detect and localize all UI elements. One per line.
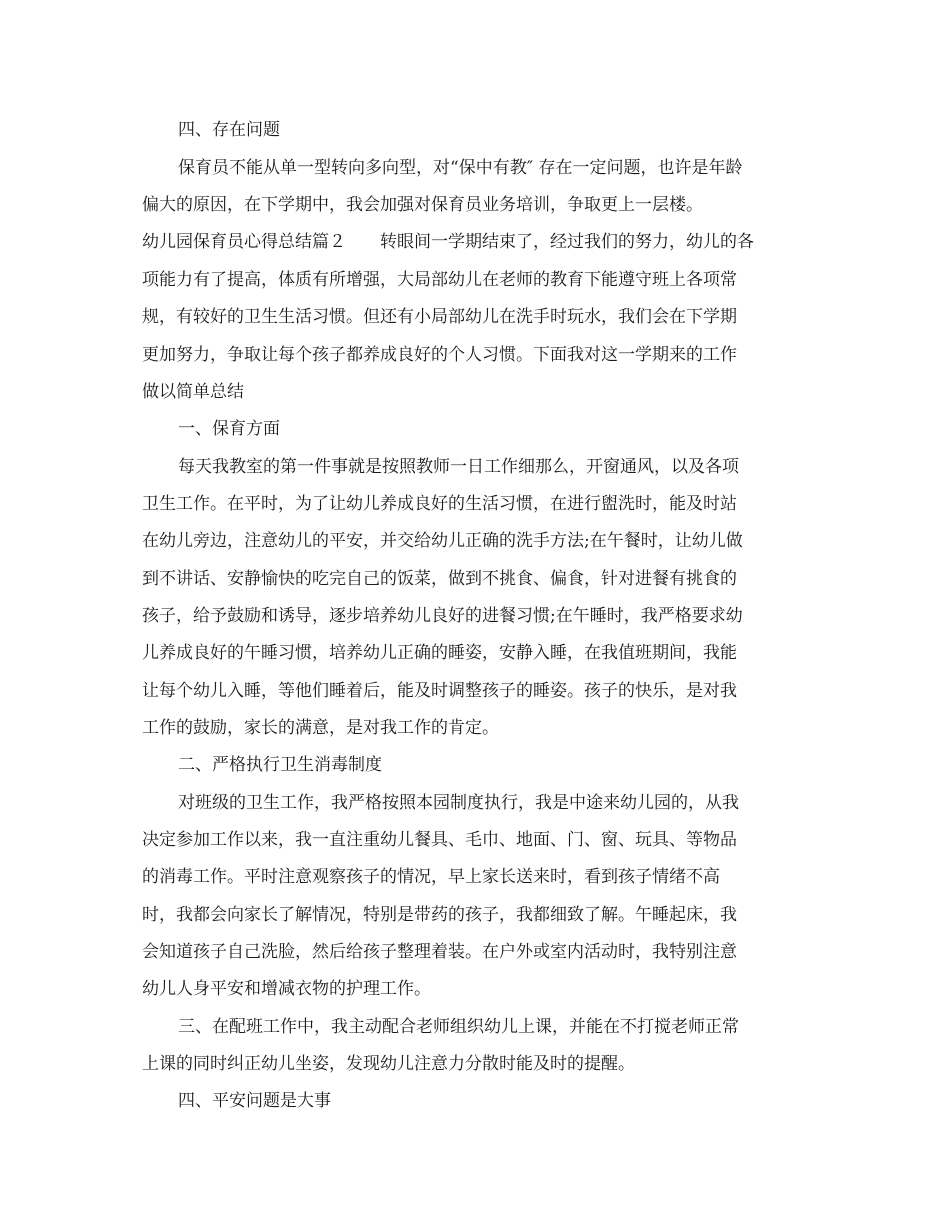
section-heading-safety: 四、平安问题是大事	[178, 1091, 331, 1111]
paragraph-line: 在幼儿旁边，注意幼儿的平安，并交给幼儿正确的洗手方法;在午餐时，让幼儿做	[142, 531, 743, 551]
paragraph-line: 儿养成良好的午睡习惯，培养幼儿正确的睡姿，安静入睡，在我值班期间，我能	[142, 643, 737, 663]
paragraph-line: 会知道孩子自己洗脸，然后给孩子整理着装。在户外或室内活动时，我特别注意	[142, 942, 737, 962]
paragraph-line: 幼儿人身平安和增减衣物的护理工作。	[142, 979, 431, 999]
paragraph-line: 上课的同时纠正幼儿坐姿，发现幼儿注意力分散时能及时的提醒。	[142, 1054, 635, 1074]
paragraph-line: 项能力有了提高，体质有所增强，大局部幼儿在老师的教育下能遵守班上各项常	[142, 270, 737, 290]
paragraph-line: 工作的鼓励，家长的满意，是对我工作的肯定。	[142, 718, 499, 738]
paragraph-line: 保育员不能从单一型转向多向型，对“保中有教″ 存在一定问题，也许是年龄	[178, 158, 743, 178]
paragraph-line: 做以简单总结	[142, 382, 244, 402]
paragraph-line: 每天我教室的第一件事就是按照教师一日工作细那么，开窗通风，以及各项	[178, 457, 739, 477]
paragraph-line: 时，我都会向家长了解情况，特别是带药的孩子，我都细致了解。午睡起床，我	[142, 905, 737, 925]
article-title-line: 幼儿园保育员心得总结篇２ 转眼间一学期结束了，经过我们的努力，幼儿的各	[142, 232, 754, 252]
section-heading-issues: 四、存在问题	[178, 120, 280, 140]
section-heading-care: 一、保育方面	[178, 419, 280, 439]
paragraph-line: 对班级的卫生工作，我严格按照本园制度执行，我是中途来幼儿园的，从我	[178, 793, 739, 813]
paragraph-line: 偏大的原因，在下学期中，我会加强对保育员业务培训，争取更上一层楼。	[142, 195, 703, 215]
paragraph-line: 让每个幼儿入睡，等他们睡着后，能及时调整孩子的睡姿。孩子的快乐，是对我	[142, 681, 737, 701]
paragraph-line: 更加努力，争取让每个孩子都养成良好的个人习惯。下面我对这一学期来的工作	[142, 345, 737, 365]
paragraph-line: 到不讲话、安静愉快的吃完自己的饭菜，做到不挑食、偏食，针对进餐有挑食的	[142, 569, 737, 589]
section-heading-hygiene: 二、严格执行卫生消毒制度	[178, 755, 382, 775]
paragraph-line: 孩子，给予鼓励和诱导，逐步培养幼儿良好的进餐习惯;在午睡时，我严格要求幼	[142, 606, 743, 626]
section-heading-cooperation: 三、在配班工作中，我主动配合老师组织幼儿上课，并能在不打搅老师正常	[178, 1017, 739, 1037]
paragraph-line: 卫生工作。在平时，为了让幼儿养成良好的生活习惯，在进行盥洗时，能及时站	[142, 494, 737, 514]
paragraph-line: 的消毒工作。平时注意观察孩子的情况，早上家长送来时，看到孩子情绪不高	[142, 867, 720, 887]
paragraph-line: 规，有较好的卫生生活习惯。但还有小局部幼儿在洗手时玩水，我们会在下学期	[142, 307, 737, 327]
paragraph-line: 决定参加工作以来，我一直注重幼儿餐具、毛巾、地面、门、窗、玩具、等物品	[142, 830, 737, 850]
